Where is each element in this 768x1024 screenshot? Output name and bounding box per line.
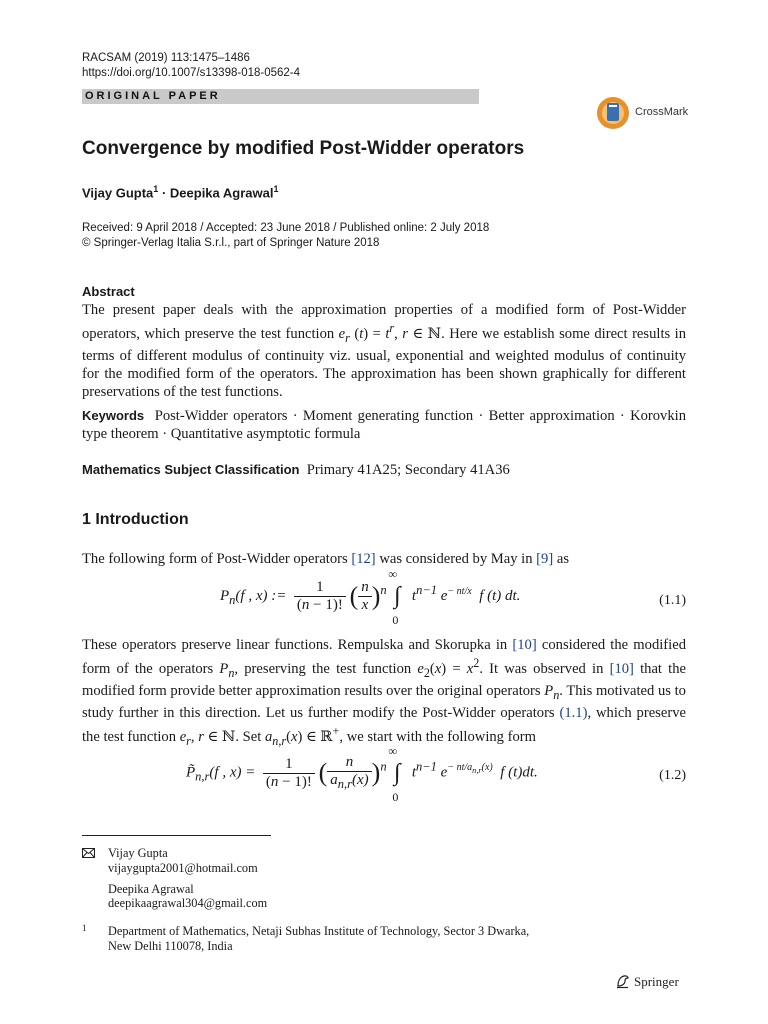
- equation-number: (1.1): [659, 593, 686, 608]
- paper-title: Convergence by modified Post-Widder operators: [82, 138, 525, 159]
- journal-citation: RACSAM (2019) 113:1475–1486: [82, 52, 250, 64]
- abstract-heading: Abstract: [82, 284, 135, 299]
- citation-link[interactable]: [12]: [351, 551, 376, 567]
- citation-link[interactable]: [9]: [536, 551, 554, 567]
- crossmark-icon: [596, 96, 630, 130]
- msc-label: Mathematics Subject Classification: [82, 462, 300, 477]
- paper-type-label: ORIGINAL PAPER: [85, 90, 221, 102]
- author-list: [82, 184, 278, 200]
- footnote-divider: [82, 835, 271, 836]
- affiliation-line: New Delhi 110078, India: [108, 939, 233, 953]
- author-email[interactable]: deepikaagrawal304@gmail.com: [108, 896, 268, 910]
- affiliation-marker: 1: [153, 184, 159, 194]
- doi-link[interactable]: https://doi.org/10.1007/s13398-018-0562-4: [82, 67, 301, 79]
- subject-classification: [82, 461, 686, 479]
- publisher-name: Springer: [634, 974, 679, 989]
- corresponding-author-name: Vijay Gupta: [108, 846, 168, 860]
- citation-link[interactable]: [10]: [609, 660, 634, 677]
- affiliation-marker: 1: [273, 184, 279, 194]
- msc-codes: Primary 41A25; Secondary 41A36: [306, 462, 510, 478]
- intro-paragraph: The following form of Post-Widder operators [12] was considered by May in [9] as: [82, 551, 570, 567]
- publication-dates: Received: 9 April 2018 / Accepted: 23 June 2018 / Published online: 2 July 2018: [82, 222, 490, 234]
- crossmark-badge[interactable]: [596, 96, 718, 130]
- springer-horse-icon: [615, 973, 631, 989]
- author-name: Deepika Agrawal: [108, 882, 194, 896]
- keywords-list: Post-Widder operators · Moment generating function · Better approximation · Korovkin type theorem · Quantitative asymptotic formula: [82, 408, 687, 442]
- author-separator: ·: [161, 185, 167, 201]
- equation-1-2: $P̃_{n,r}(f$ , x) = $\frac{1}{(n - 1)!}$ ( $\frac{n}{a_{n,r}(x)}$ )$^n$ ∞ ∫ 0 $t^{n-1}$ $e^{- nt/a_{n,r}(x)}$ f (t)dt. (1.2): [186, 743, 686, 804]
- abstract-text: The present paper deals with the approximation properties of a modified form of Post-Widder operators, which preserve the test function $e_r$ $(t) = t^r$, r ∈ ℕ. Here we establish some direct results in terms of different modulus of continuity viz. usual, exponential and weighted modulus of continuity for the modified form of the operators. The approximation has been shown graphically for different preservations of the test functions.: [82, 302, 687, 400]
- equation-number: (1.2): [659, 768, 686, 783]
- author-name: Deepika Agrawal: [169, 185, 274, 201]
- keywords-label: Keywords: [82, 408, 145, 423]
- envelope-icon: [82, 848, 95, 858]
- citation-link[interactable]: [10]: [512, 637, 537, 653]
- crossmark-label: CrossMark: [635, 106, 689, 118]
- equation-1-1: $P_n(f$ , x) := $\frac{1}{(n - 1)!}$ ( $\frac{n}{x}$ )$^n$ ∞ ∫ 0 $t^{n-1}$ $e^{- nt/x}$ f (t) dt. (1.1): [220, 567, 686, 627]
- author-email[interactable]: vijaygupta2001@hotmail.com: [108, 861, 258, 875]
- copyright-notice: © Springer-Verlag Italia S.r.l., part of Springer Nature 2018: [82, 237, 380, 249]
- affiliation-number: 1: [82, 923, 87, 933]
- section-heading: 1 Introduction: [82, 511, 189, 528]
- paper-type-banner: [82, 89, 479, 104]
- keywords: [82, 407, 686, 443]
- intro-paragraph: These operators preserve linear functions. Rempulska and Skorupka in [10] considered the modified form of the operators $P_n$, preserving the test function $e_2(x) = x^2$. It was observed in [10] that the modified form provide better approximation results over the original operators $P_n$. This motivated us to study further in this direction. Let us further modify the Post-Widder operators (1.1), which preserve the test function $e_r$, r ∈ ℕ. Set $a_{n,r}(x)$ ∈ ℝ+, we start with the following form: [82, 637, 687, 748]
- affiliation-line: Department of Mathematics, Netaji Subhas Institute of Technology, Sector 3 Dwarka,: [108, 924, 530, 938]
- publisher-logo: [615, 973, 679, 990]
- equation-link[interactable]: (1.1): [559, 704, 588, 721]
- author-name: Vijay Gupta: [82, 185, 154, 201]
